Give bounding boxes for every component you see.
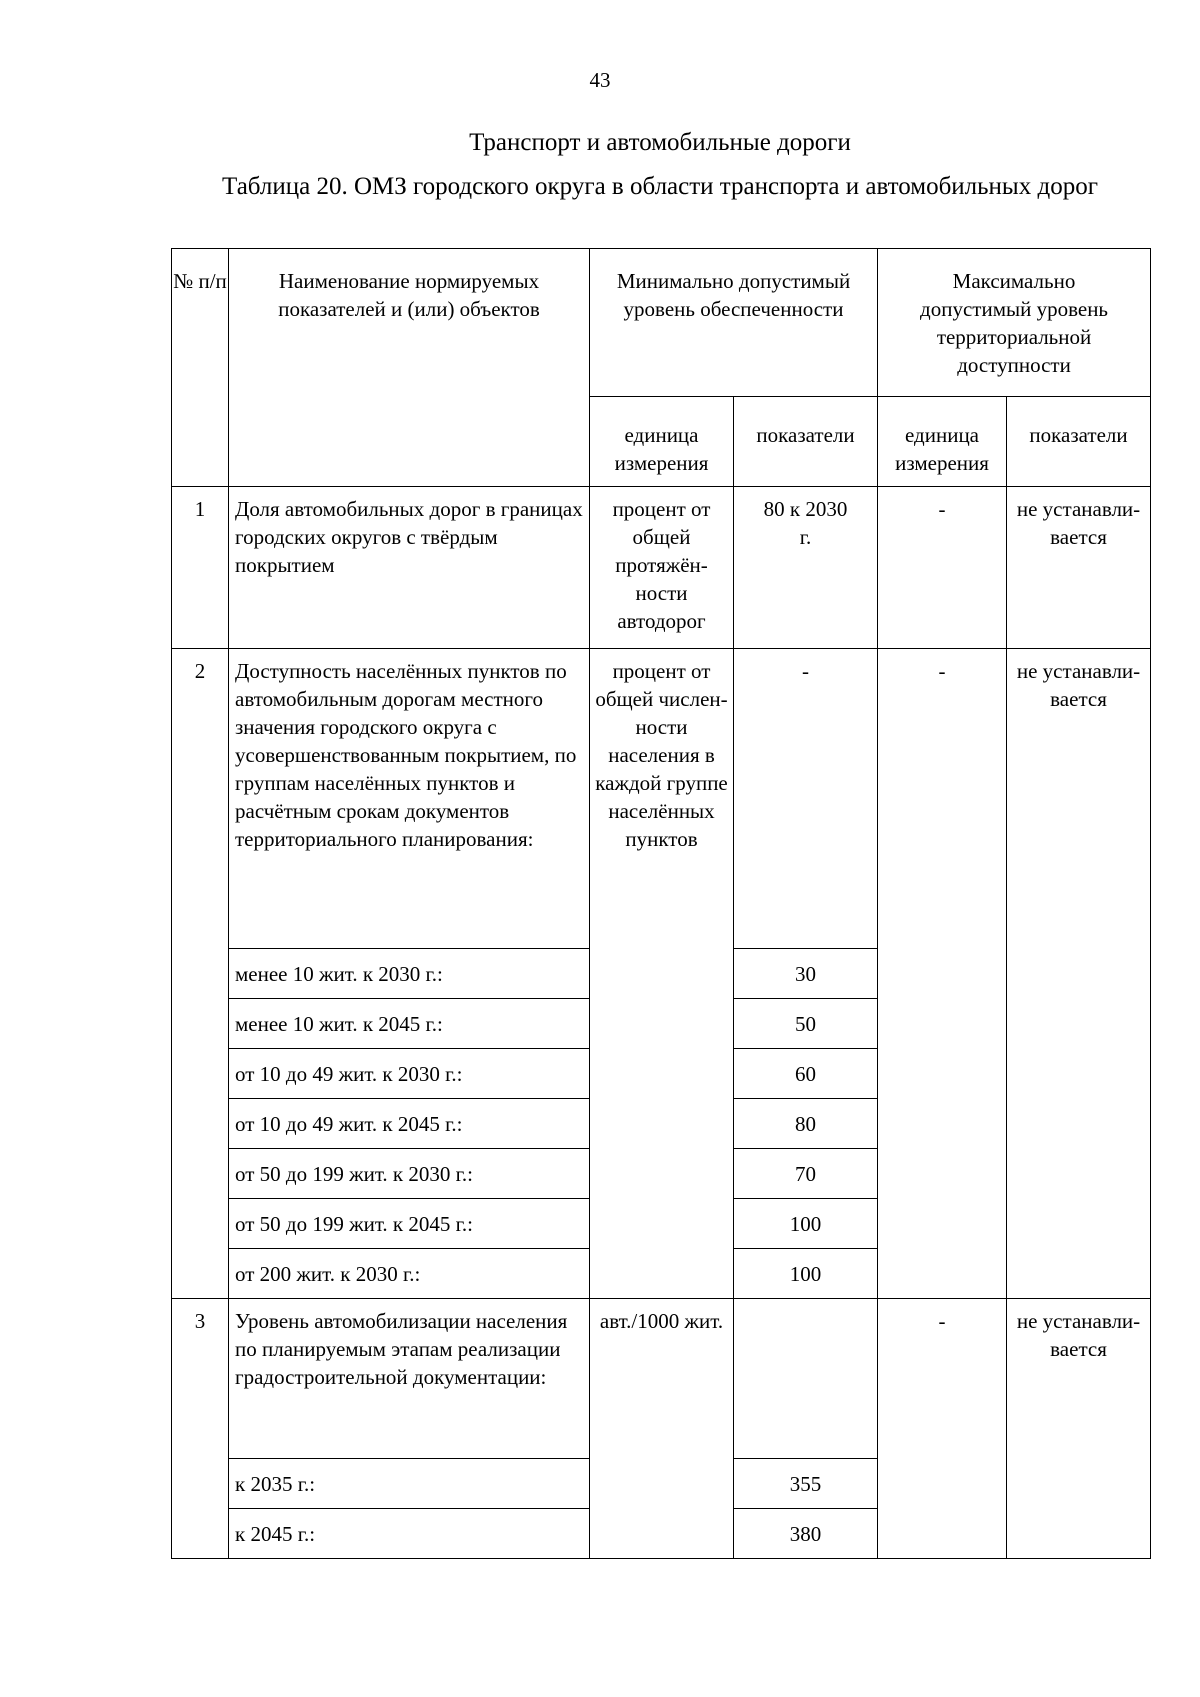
subrow-name: от 10 до 49 жит. к 2030 г.: (229, 1049, 590, 1099)
row-num: 3 (172, 1299, 229, 1559)
subrow-name: от 10 до 49 жит. к 2045 г.: (229, 1099, 590, 1149)
header-min-level: Минимально допустимый уровень обеспеченности (590, 249, 878, 397)
section-title: Транспорт и автомобильные дороги (469, 129, 851, 156)
row-value2: не устанавли-вается (1007, 649, 1151, 1299)
subrow-name: менее 10 жит. к 2030 г.: (229, 949, 590, 999)
row-value: 80 к 2030 г. (734, 487, 878, 649)
subrow-name: от 50 до 199 жит. к 2045 г.: (229, 1199, 590, 1249)
data-table (171, 248, 1151, 1559)
row-unit2: - (878, 649, 1007, 1299)
row-unit: процент от общей протяжён-ности автодорог (590, 487, 734, 649)
row-name: Доля автомобильных дорог в границах городских округов с твёрдым покрытием (229, 487, 590, 649)
header-value: показатели (734, 397, 878, 487)
row-unit: авт./1000 жит. (590, 1299, 734, 1559)
header-value2: показатели (1007, 397, 1151, 487)
table-caption: Таблица 20. ОМЗ городского округа в области транспорта и автомобильных дорог (222, 173, 1098, 200)
data-table-container (171, 248, 1151, 1559)
row-unit2: - (878, 1299, 1007, 1559)
header-unit2: единица измерения (878, 397, 1007, 487)
subrow-value: 70 (734, 1149, 878, 1199)
subrow-name: менее 10 жит. к 2045 г.: (229, 999, 590, 1049)
header-unit: единица измерения (590, 397, 734, 487)
row-num: 1 (172, 487, 229, 649)
header-name: Наименование нормируемых показателей и (или) объектов (229, 249, 590, 487)
subrow-name: к 2045 г.: (229, 1509, 590, 1559)
subrow-name: от 50 до 199 жит. к 2030 г.: (229, 1149, 590, 1199)
row-value (734, 1299, 878, 1459)
row-unit2: - (878, 487, 1007, 649)
subrow-value: 355 (734, 1459, 878, 1509)
header-row (172, 249, 1151, 397)
row-unit: процент от общей числен-ности населения в каждой группе населённых пунктов (590, 649, 734, 1299)
table-row (172, 487, 1151, 649)
subrow-value: 380 (734, 1509, 878, 1559)
row-value2: не устанавли-вается (1007, 487, 1151, 649)
subrow-name: к 2035 г.: (229, 1459, 590, 1509)
row-num: 2 (172, 649, 229, 1299)
table-row (172, 1299, 1151, 1459)
row-value: - (734, 649, 878, 949)
row-name: Уровень автомобилизации населения по планируемым этапам реализации градостроительной документации: (229, 1299, 590, 1459)
subrow-name: от 200 жит. к 2030 г.: (229, 1249, 590, 1299)
subrow-value: 50 (734, 999, 878, 1049)
row-name: Доступность населённых пунктов по автомобильным дорогам местного значения городского округа с усовершенствованным покрытием, по группам населённых пунктов и расчётным срокам документов территориального планирования: (229, 649, 590, 949)
table-row (172, 649, 1151, 949)
header-num: № п/п (172, 249, 229, 487)
subrow-value: 100 (734, 1199, 878, 1249)
page-number: 43 (589, 68, 611, 92)
header-max-access: Максимально допустимый уровень территориальной доступности (878, 249, 1151, 397)
subrow-value: 100 (734, 1249, 878, 1299)
subrow-value: 30 (734, 949, 878, 999)
subrow-value: 60 (734, 1049, 878, 1099)
row-value2: не устанавли-вается (1007, 1299, 1151, 1559)
subrow-value: 80 (734, 1099, 878, 1149)
